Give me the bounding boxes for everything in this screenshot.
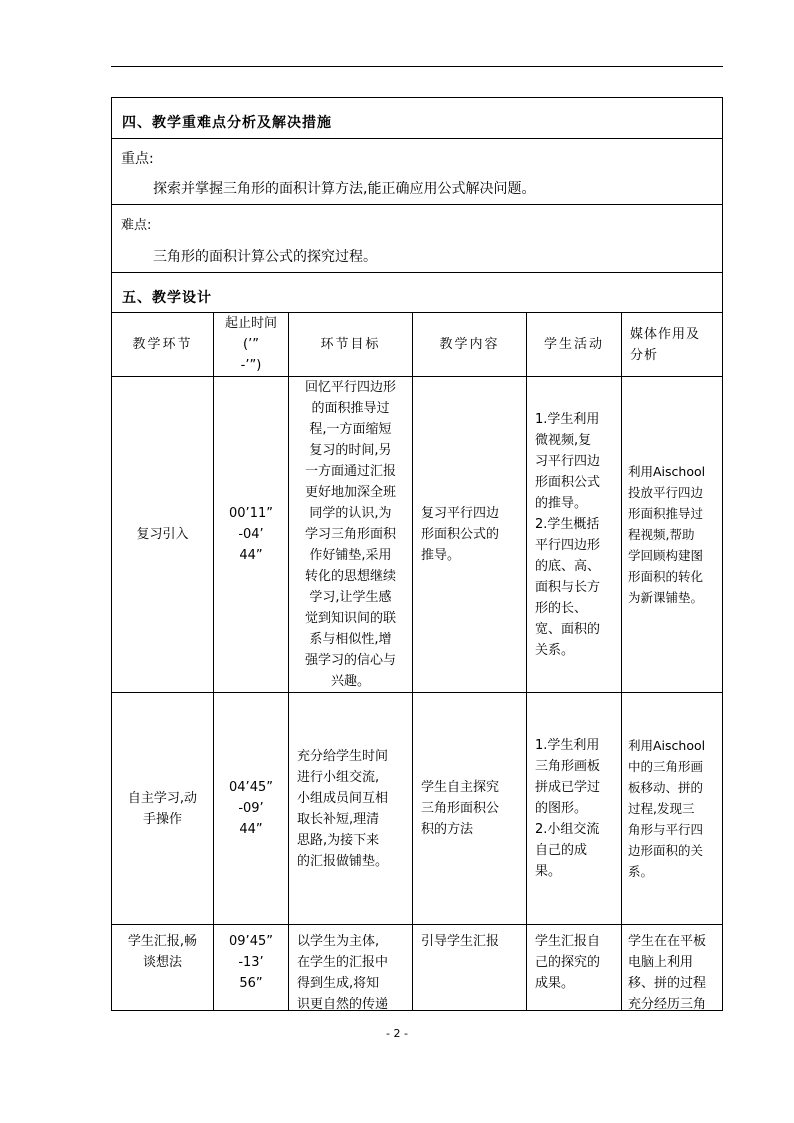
media-cell: 学生在在平板 电脑上利用 移、拼的过程 充分经历三角 — [622, 925, 724, 1012]
time-cell: 04’45” -09’ 44” — [214, 693, 289, 925]
content-cell: 引导学生汇报 — [413, 925, 527, 1012]
content-cell: 复习平行四边 形面积公式的 推导。 — [413, 377, 527, 693]
divider — [112, 272, 722, 273]
media-cell: 利用Aischool 投放平行四边 形面积推导过 程视频,帮助 学回顾构建图 形面积的转化 为新课铺垫。 — [622, 377, 724, 693]
difficulty-label: 难点: — [121, 218, 152, 233]
table-row — [112, 377, 724, 693]
header-goal: 环节目标 — [289, 313, 413, 377]
table-row — [112, 925, 724, 1012]
media-cell: 利用Aischool 中的三角形画 板移动、拼的 过程,发现三 角形与平行四 边形面积的关 系。 — [622, 693, 724, 925]
content-cell: 学生自主探究 三角形面积公 积的方法 — [413, 693, 527, 925]
activity-cell: 学生汇报自 己的探究的 成果。 — [527, 925, 622, 1012]
activity-cell: 1.学生利用 三角形画板 拼成已学过 的图形。 2.小组交流 自己的成 果。 — [527, 693, 622, 925]
goal-cell: 回忆平行四边形 的面积推导过 程,一方面缩短 复习的时间,另 一方面通过汇报 更好地加深全班 同学的认识,为 学习三角形面积 作好铺垫,采用 转化的思想继续 学习,让学生感 觉到知识间的联 系与相似性,增 强学习的信心与 兴趣。 — [289, 377, 413, 693]
divider — [112, 204, 722, 205]
table-row — [112, 693, 724, 925]
goal-cell: 充分给学生时间 进行小组交流, 小组成员间互相 取长补短,理清 思路,为接下来 的汇报做铺垫。 — [289, 693, 413, 925]
header-content: 教学内容 — [413, 313, 527, 377]
goal-cell: 以学生为主体, 在学生的汇报中 得到生成,将知 识更自然的传递 — [289, 925, 413, 1012]
stage-cell: 学生汇报,畅 谈想法 — [112, 925, 214, 1012]
header-activity: 学生活动 — [527, 313, 622, 377]
header-stage: 教学环节 — [112, 313, 214, 377]
header-media: 媒体作用及 分析 — [622, 313, 724, 377]
activity-cell: 1.学生利用 微视频,复 习平行四边 形面积公式 的推导。 2.学生概括 平行四边形 的底、高、 面积与长方 形的长、 宽、面积的 关系。 — [527, 377, 622, 693]
key-point-label: 重点: — [121, 151, 154, 167]
table-header-row — [112, 313, 724, 377]
section5-title: 五、教学设计 — [122, 290, 212, 306]
divider — [112, 138, 722, 139]
section4-title: 四、教学重难点分析及解决措施 — [122, 115, 332, 131]
stage-cell: 自主学习,动 手操作 — [112, 693, 214, 925]
key-point-text: 探索并掌握三角形的面积计算方法,能正确应用公式解决问题。 — [153, 181, 536, 197]
page-header-rule — [111, 66, 723, 67]
time-cell: 00’11” -04’ 44” — [214, 377, 289, 693]
lesson-plan-frame — [111, 97, 723, 1011]
teaching-design-table — [111, 312, 723, 1011]
time-cell: 09’45” -13’ 56” — [214, 925, 289, 1012]
difficulty-text: 三角形的面积计算公式的探究过程。 — [153, 249, 377, 265]
page-number: - 2 - — [386, 1027, 408, 1040]
header-time: 起止时间 (’” -’”) — [214, 313, 289, 377]
stage-cell: 复习引入 — [112, 377, 214, 693]
